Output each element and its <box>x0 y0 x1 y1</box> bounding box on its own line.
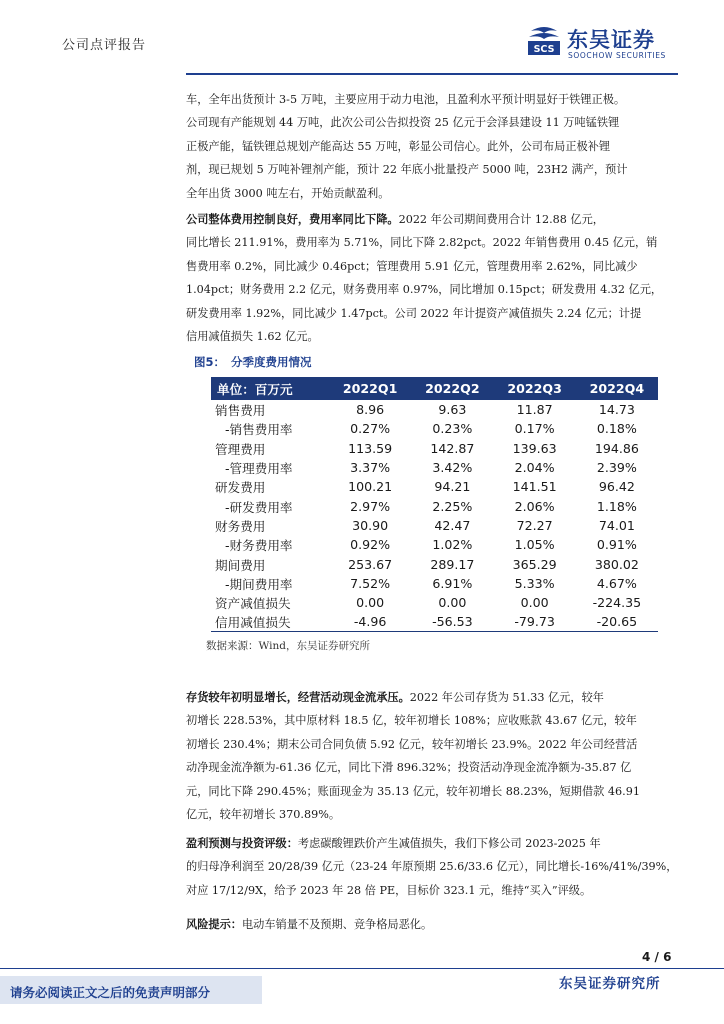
paragraph-heading: 风险提示： <box>186 917 242 931</box>
text-line: 1.04pct；财务费用 2.2 亿元，财务费用率 0.97%，同比增加 0.15pct；研发费用 4.32 亿元， <box>186 283 663 297</box>
text-line: 元，同比下降 290.45%；账面现金为 35.13 亿元，较年初增长 88.23%，短期借款 46.91 <box>186 784 640 798</box>
row-label: -管理费用率 <box>225 461 293 477</box>
table-cell: 1.18% <box>596 498 637 514</box>
row-label: 研发费用 <box>215 480 266 496</box>
table-row <box>211 516 658 535</box>
text-line: 考虑碳酸锂跌价产生减值损失，我们下修公司 2023-2025 年 <box>297 837 601 850</box>
table-cell: 142.87 <box>430 440 475 456</box>
table-cell: 2.25% <box>432 498 473 514</box>
table-cell: 2.97% <box>350 498 391 514</box>
table-cell: 8.96 <box>356 402 385 418</box>
disclaimer-note: 请务必阅读正文之后的免责声明部分 <box>10 985 211 1000</box>
table-cell: 96.42 <box>598 479 635 495</box>
text-line: 公司现有产能规划 44 万吨，此次公司公告拟投资 25 亿元于会泽县建设 11 万吨锰铁锂 <box>186 116 620 130</box>
table-header-cell: 2022Q4 <box>576 377 658 400</box>
figure-source: 数据来源：Wind，东吴证券研究所 <box>206 640 370 652</box>
table-cell: 42.47 <box>434 517 471 533</box>
figure-caption <box>194 354 318 370</box>
table-header-cell: 2022Q3 <box>494 377 576 400</box>
paragraph-risk <box>186 913 678 936</box>
table-row <box>211 535 658 554</box>
table-cell: 14.73 <box>598 402 635 418</box>
row-label: 资产减值损失 <box>215 596 291 612</box>
table-cell: 0.00 <box>356 595 385 611</box>
table-row <box>211 612 658 632</box>
text-line: 的归母净利润至 20/28/39 亿元（23-24 年原预期 25.6/33.6 亿元），同比增长-16%/41%/39%， <box>186 860 678 874</box>
text-line: 信用减值损失 1.62 亿元。 <box>186 330 319 344</box>
table-row <box>211 419 658 438</box>
row-label: -财务费用率 <box>225 538 293 554</box>
table-cell: 0.27% <box>350 421 391 437</box>
table-cell: 7.52% <box>350 575 391 591</box>
report-type: 公司点评报告 <box>62 38 147 53</box>
table-cell: 3.37% <box>350 460 391 476</box>
table-cell: 194.86 <box>594 440 639 456</box>
logo-english-name: SOOCHOW SECURITIES <box>568 51 666 60</box>
text-line: 研发费用率 1.92%，同比减少 1.47pct。公司 2022 年计提资产减值损失 2.24 亿元；计提 <box>186 306 642 320</box>
table-cell: 0.00 <box>520 595 549 611</box>
table-row <box>211 574 658 593</box>
table-cell: 100.21 <box>348 479 393 495</box>
table-cell: 72.27 <box>516 517 553 533</box>
text-line: 2022 年公司存货为 51.33 亿元，较年 <box>409 691 604 704</box>
table-cell: 3.42% <box>432 460 473 476</box>
figure-title: 分季度费用情况 <box>231 355 312 369</box>
header-divider <box>186 73 678 75</box>
table-row <box>211 400 658 419</box>
table-row <box>211 593 658 612</box>
table-cell: -20.65 <box>576 612 658 632</box>
table-cell: 30.90 <box>352 517 389 533</box>
paragraph-heading: 存货较年初明显增长，经营活动现金流承压。 <box>186 690 410 704</box>
row-label: 期间费用 <box>215 557 266 573</box>
text-line: 动净现金流净额为-61.36 亿元，同比下滑 896.32%；投资活动净现金流净额为-35.87 亿 <box>186 761 632 775</box>
text-line: 全年出货 3000 吨左右，开始贡献盈利。 <box>186 186 390 200</box>
table-cell: 380.02 <box>594 556 639 572</box>
page-number: 4 / 6 <box>642 950 672 964</box>
table-cell: 0.23% <box>432 421 473 437</box>
table-cell: -224.35 <box>592 595 642 611</box>
table-header-cell: 2022Q1 <box>329 377 411 400</box>
text-line: 正极产能，锰铁锂总规划产能高达 55 万吨，彰显公司信心。此外，公司布局正极补锂 <box>186 139 611 153</box>
table-row <box>211 458 658 477</box>
table-cell: 289.17 <box>430 556 475 572</box>
table-cell: 0.00 <box>438 595 467 611</box>
table-cell: 2.06% <box>514 498 555 514</box>
table-cell: -4.96 <box>329 612 411 632</box>
row-label: -销售费用率 <box>225 422 293 438</box>
table-cell: 74.01 <box>598 517 635 533</box>
table-row <box>211 439 658 458</box>
text-line: 亿元，较年初增长 370.89%。 <box>186 808 341 822</box>
table-cell: 0.91% <box>596 537 637 553</box>
footer-organization: 东吴证券研究所 <box>559 976 661 992</box>
table-row <box>211 477 658 496</box>
table-cell: 1.05% <box>514 537 555 553</box>
table-cell: 9.63 <box>438 402 467 418</box>
text-line: 对应 17/12/9X，给予 2023 年 28 倍 PE，目标价 323.1 元，维持“买入”评级。 <box>186 883 592 897</box>
table-cell: 253.67 <box>348 556 393 572</box>
row-label: -研发费用率 <box>225 499 293 515</box>
logo-mark-text: SCS <box>533 44 555 55</box>
paragraph-forecast-rating <box>186 832 678 902</box>
table-header-cell: 2022Q2 <box>411 377 493 400</box>
table-cell: 4.67% <box>596 575 637 591</box>
table-cell: 141.51 <box>512 479 557 495</box>
row-label: 销售费用 <box>215 403 266 419</box>
table-row <box>211 496 658 515</box>
paragraph-inventory-cashflow <box>186 686 678 826</box>
text-line: 剂，现已规划 5 万吨补锂剂产能，预计 22 年底小批量投产 5000 吨，23H2 满产，预计 <box>186 163 628 177</box>
figure-label: 图5： <box>194 355 226 369</box>
logo-chinese-name: 东吴证券 <box>567 28 655 52</box>
table-cell: 0.92% <box>350 537 391 553</box>
table-cell: 6.91% <box>432 575 473 591</box>
table-cell: -79.73 <box>494 612 576 632</box>
table-cell: 2.04% <box>514 460 555 476</box>
table-row <box>211 554 658 573</box>
quarterly-expense-table <box>211 377 658 632</box>
table-cell: 94.21 <box>434 479 471 495</box>
table-header-row <box>211 377 658 400</box>
row-label: 财务费用 <box>215 518 266 534</box>
paragraph-heading: 盈利预测与投资评级： <box>186 836 298 850</box>
row-label: -期间费用率 <box>225 576 293 592</box>
text-line: 初增长 230.4%；期末公司合同负债 5.92 亿元，较年初增长 23.9%。2022 年公司经营活 <box>186 737 638 751</box>
logo-mark-icon <box>527 25 561 59</box>
paragraph-expenses <box>186 208 678 348</box>
text-line: 售费用率 0.2%，同比减少 0.46pct；管理费用 5.91 亿元，管理费用率 2.62%，同比减少 <box>186 259 638 273</box>
table-cell: 365.29 <box>512 556 557 572</box>
table-cell: 0.18% <box>596 421 637 437</box>
table-cell: -56.53 <box>411 612 493 632</box>
text-line: 电动车销量不及预期、竞争格局恶化。 <box>241 918 433 931</box>
table-header-cell: 单位：百万元 <box>211 377 329 400</box>
row-label: 管理费用 <box>215 441 266 457</box>
footer-divider <box>0 968 724 969</box>
table-cell: 2.39% <box>596 460 637 476</box>
brand-logo <box>527 24 677 64</box>
table-cell: 0.17% <box>514 421 555 437</box>
paragraph-heading: 公司整体费用控制良好，费用率同比下降。 <box>186 212 399 226</box>
table-cell: 139.63 <box>512 440 557 456</box>
text-line: 车，全年出货预计 3-5 万吨，主要应用于动力电池，且盈利水平预计明显好于铁锂正极。 <box>186 93 626 106</box>
table-cell: 113.59 <box>348 440 393 456</box>
row-label: 信用减值损失 <box>211 612 329 632</box>
text-line: 初增长 228.53%，其中原材料 18.5 亿，较年初增长 108%；应收账款 43.67 亿元，较年 <box>186 714 637 728</box>
text-line: 2022 年公司期间费用合计 12.88 亿元， <box>398 213 604 226</box>
table-cell: 1.02% <box>432 537 473 553</box>
table-cell: 5.33% <box>514 575 555 591</box>
paragraph-production <box>186 88 678 205</box>
text-line: 同比增长 211.91%，费用率为 5.71%，同比下降 2.82pct。2022 年销售费用 0.45 亿元，销 <box>186 236 658 250</box>
table-cell: 11.87 <box>516 402 553 418</box>
